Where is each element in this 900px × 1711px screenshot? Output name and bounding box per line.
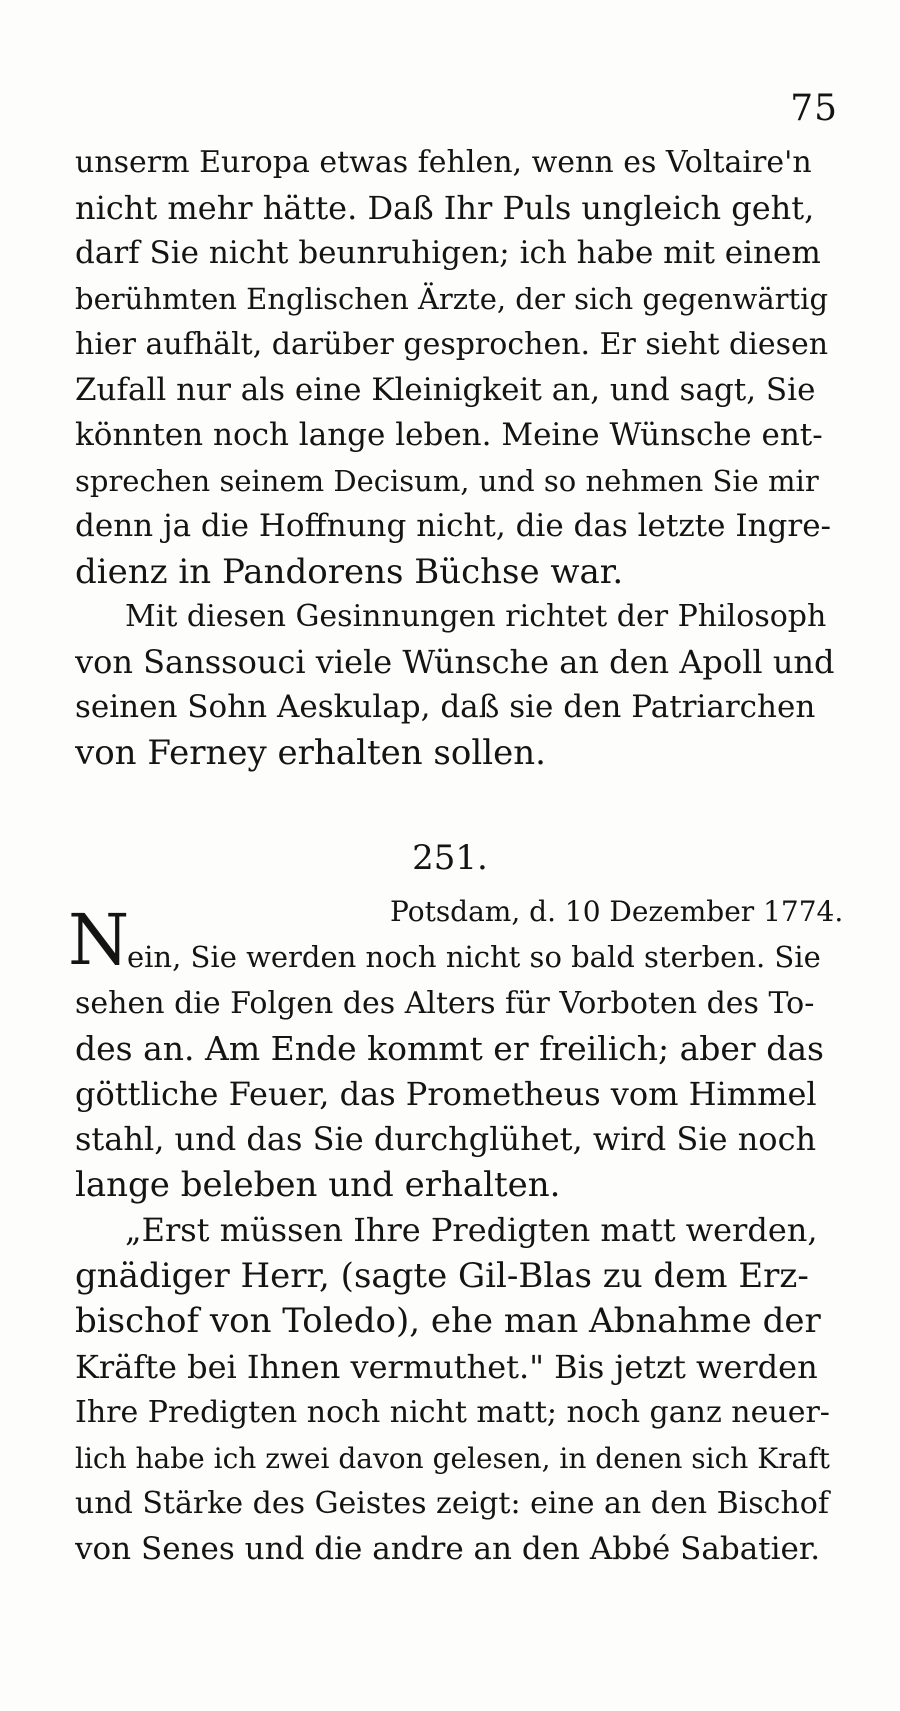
letter-paragraph-1 [75, 935, 835, 1208]
text-line: ein, Sie werden noch nicht so bald sterben. Sie [127, 940, 821, 974]
text-line: von Ferney erhalten sollen. [75, 732, 546, 773]
text-line: könnten noch lange leben. Meine Wünsche ent- [75, 417, 823, 453]
drop-cap: N [68, 899, 130, 981]
text-line: von Sanssouci viele Wünsche an den Apoll und [75, 642, 835, 681]
text-line: sehen die Folgen des Alters für Vorboten des To- [75, 985, 815, 1021]
text-line: stahl, und das Sie durchglühet, wird Sie noch [75, 1120, 817, 1158]
text-line: sprechen seinem Decisum, und so nehmen Sie mir [75, 463, 819, 498]
text-line: denn ja die Hoffnung nicht, die das letzte Ingre- [75, 508, 832, 544]
text-line: des an. Am Ende kommt er freilich; aber das [75, 1029, 824, 1068]
text-line: lange beleben und erhalten. [75, 1164, 561, 1205]
text-line: berühmten Englischen Ärzte, der sich gegenwärtig [75, 281, 829, 316]
text-line: von Senes und die andre an den Abbé Sabatier. [75, 1530, 821, 1567]
text-line: unserm Europa etwas fehlen, wenn es Voltaire'n [75, 145, 812, 180]
text-line: Ihre Predigten noch nicht matt; noch ganz neuer- [75, 1395, 830, 1430]
text-line: Kräfte bei Ihnen vermuthet." Bis jetzt werden [75, 1347, 818, 1386]
text-line: gnädiger Herr, (sagte Gil-Blas zu dem Erz- [75, 1255, 809, 1296]
text-line: hier aufhält, darüber gesprochen. Er sieht diesen [75, 327, 829, 362]
text-line: darf Sie nicht beunruhigen; ich habe mit einem [75, 235, 821, 271]
letter-paragraph-2 [75, 1208, 835, 1572]
text-line: göttliche Feuer, das Prometheus vom Himmel [75, 1074, 817, 1113]
text-line: dienz in Pandorens Büchse war. [75, 551, 624, 592]
text-line: nicht mehr hätte. Daß Ihr Puls ungleich geht, [75, 188, 815, 227]
page-number: 75 [790, 88, 838, 129]
letter-dateline: Potsdam, d. 10 Dezember 1774. [390, 895, 844, 928]
letter-number-heading: 251. [412, 838, 488, 878]
text-line: lich habe ich zwei davon gelesen, in denen sich Kraft [75, 1441, 830, 1475]
text-line: und Stärke des Geistes zeigt: eine an den Bischof [75, 1486, 829, 1521]
text-line: seinen Sohn Aeskulap, daß sie den Patriarchen [75, 689, 816, 725]
narration-paragraph [75, 594, 835, 776]
text-line: Mit diesen Gesinnungen richtet der Philosoph [125, 599, 827, 634]
text-line: Zufall nur als eine Kleinigkeit an, und sagt, Sie [75, 371, 816, 408]
continued-letter-text [75, 140, 835, 595]
text-line: „Erst müssen Ihre Predigten matt werden, [125, 1211, 818, 1249]
text-line: bischof von Toledo), ehe man Abnahme der [75, 1301, 821, 1341]
